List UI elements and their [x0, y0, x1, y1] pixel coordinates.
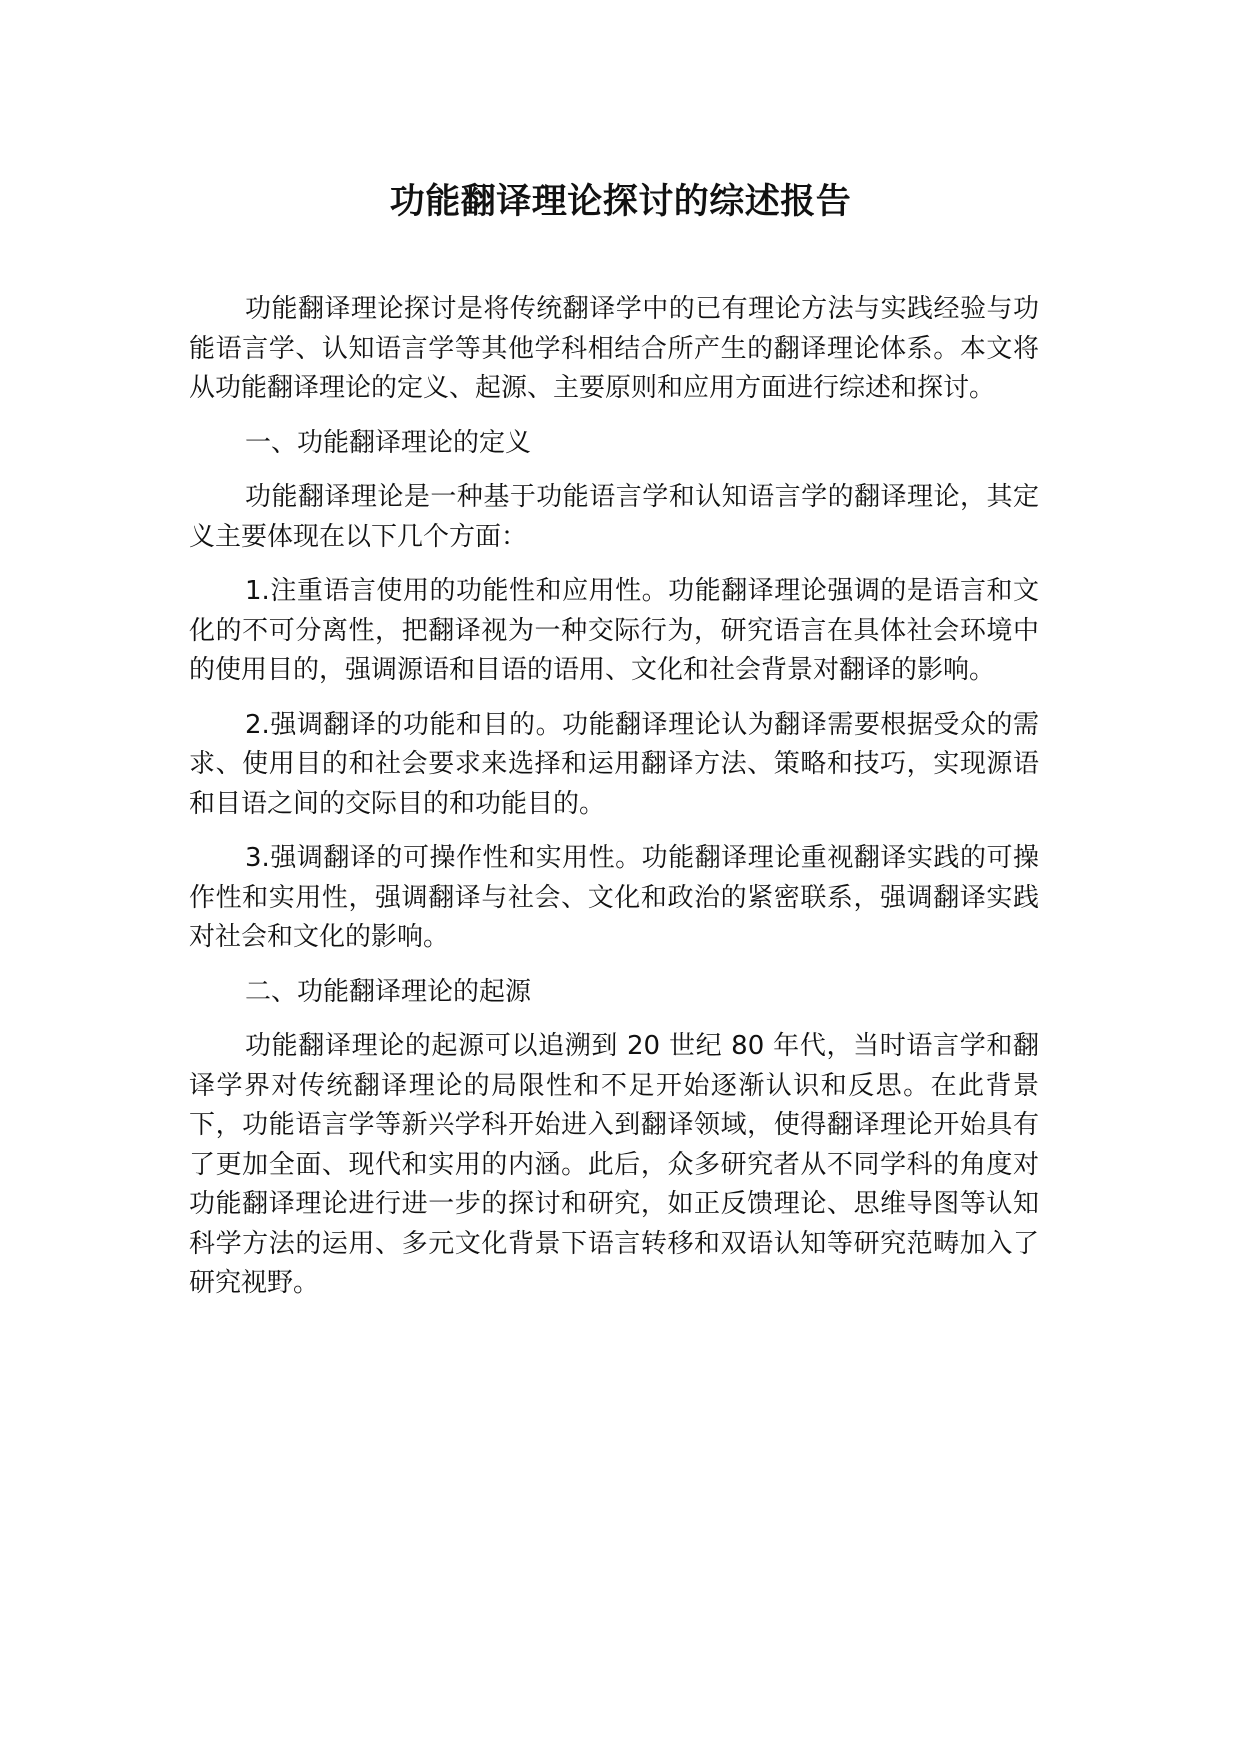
principle-2-paragraph: 2.强调翻译的功能和目的。功能翻译理论认为翻译需要根据受众的需求、使用目的和社会要求来选择和运用翻译方法、策略和技巧，实现源语和目语之间的交际目的和功能目的。 [189, 709, 1039, 819]
definition-paragraph: 功能翻译理论是一种基于功能语言学和认知语言学的翻译理论，其定义主要体现在以下几个方面： [189, 482, 1039, 552]
section-heading-origin: 二、功能翻译理论的起源 [245, 976, 532, 1007]
origin-paragraph: 功能翻译理论的起源可以追溯到 20 世纪 80 年代，当时语言学和翻译学界对传统翻译理论的局限性和不足开始逐渐认识和反思。在此背景下，功能语言学等新兴学科开始进入到翻译领域，使得翻译理论开始具有了更加全面、现代和实用的内涵。此后，众多研究者从不同学科的角度对功能翻译理论进行进一步的探讨和研究，如正反馈理论、思维导图等认知科学方法的运用、多元文化背景下语言转移和双语认知等研究范畴加入了研究视野。 [189, 1031, 1039, 1298]
principle-1-paragraph: 1.注重语言使用的功能性和应用性。功能翻译理论强调的是语言和文化的不可分离性，把翻译视为一种交际行为，研究语言在具体社会环境中的使用目的，强调源语和目语的语用、文化和社会背景对翻译的影响。 [189, 576, 1039, 685]
intro-paragraph: 功能翻译理论探讨是将传统翻译学中的已有理论方法与实践经验与功能语言学、认知语言学等其他学科相结合所产生的翻译理论体系。本文将从功能翻译理论的定义、起源、主要原则和应用方面进行综述和探讨。 [189, 294, 1039, 403]
section-heading-definition: 一、功能翻译理论的定义 [245, 427, 532, 458]
document-title: 功能翻译理论探讨的综述报告 [389, 182, 852, 222]
principle-3-paragraph: 3.强调翻译的可操作性和实用性。功能翻译理论重视翻译实践的可操作性和实用性，强调翻译与社会、文化和政治的紧密联系，强调翻译实践对社会和文化的影响。 [189, 843, 1039, 952]
document-body [189, 290, 1039, 1319]
